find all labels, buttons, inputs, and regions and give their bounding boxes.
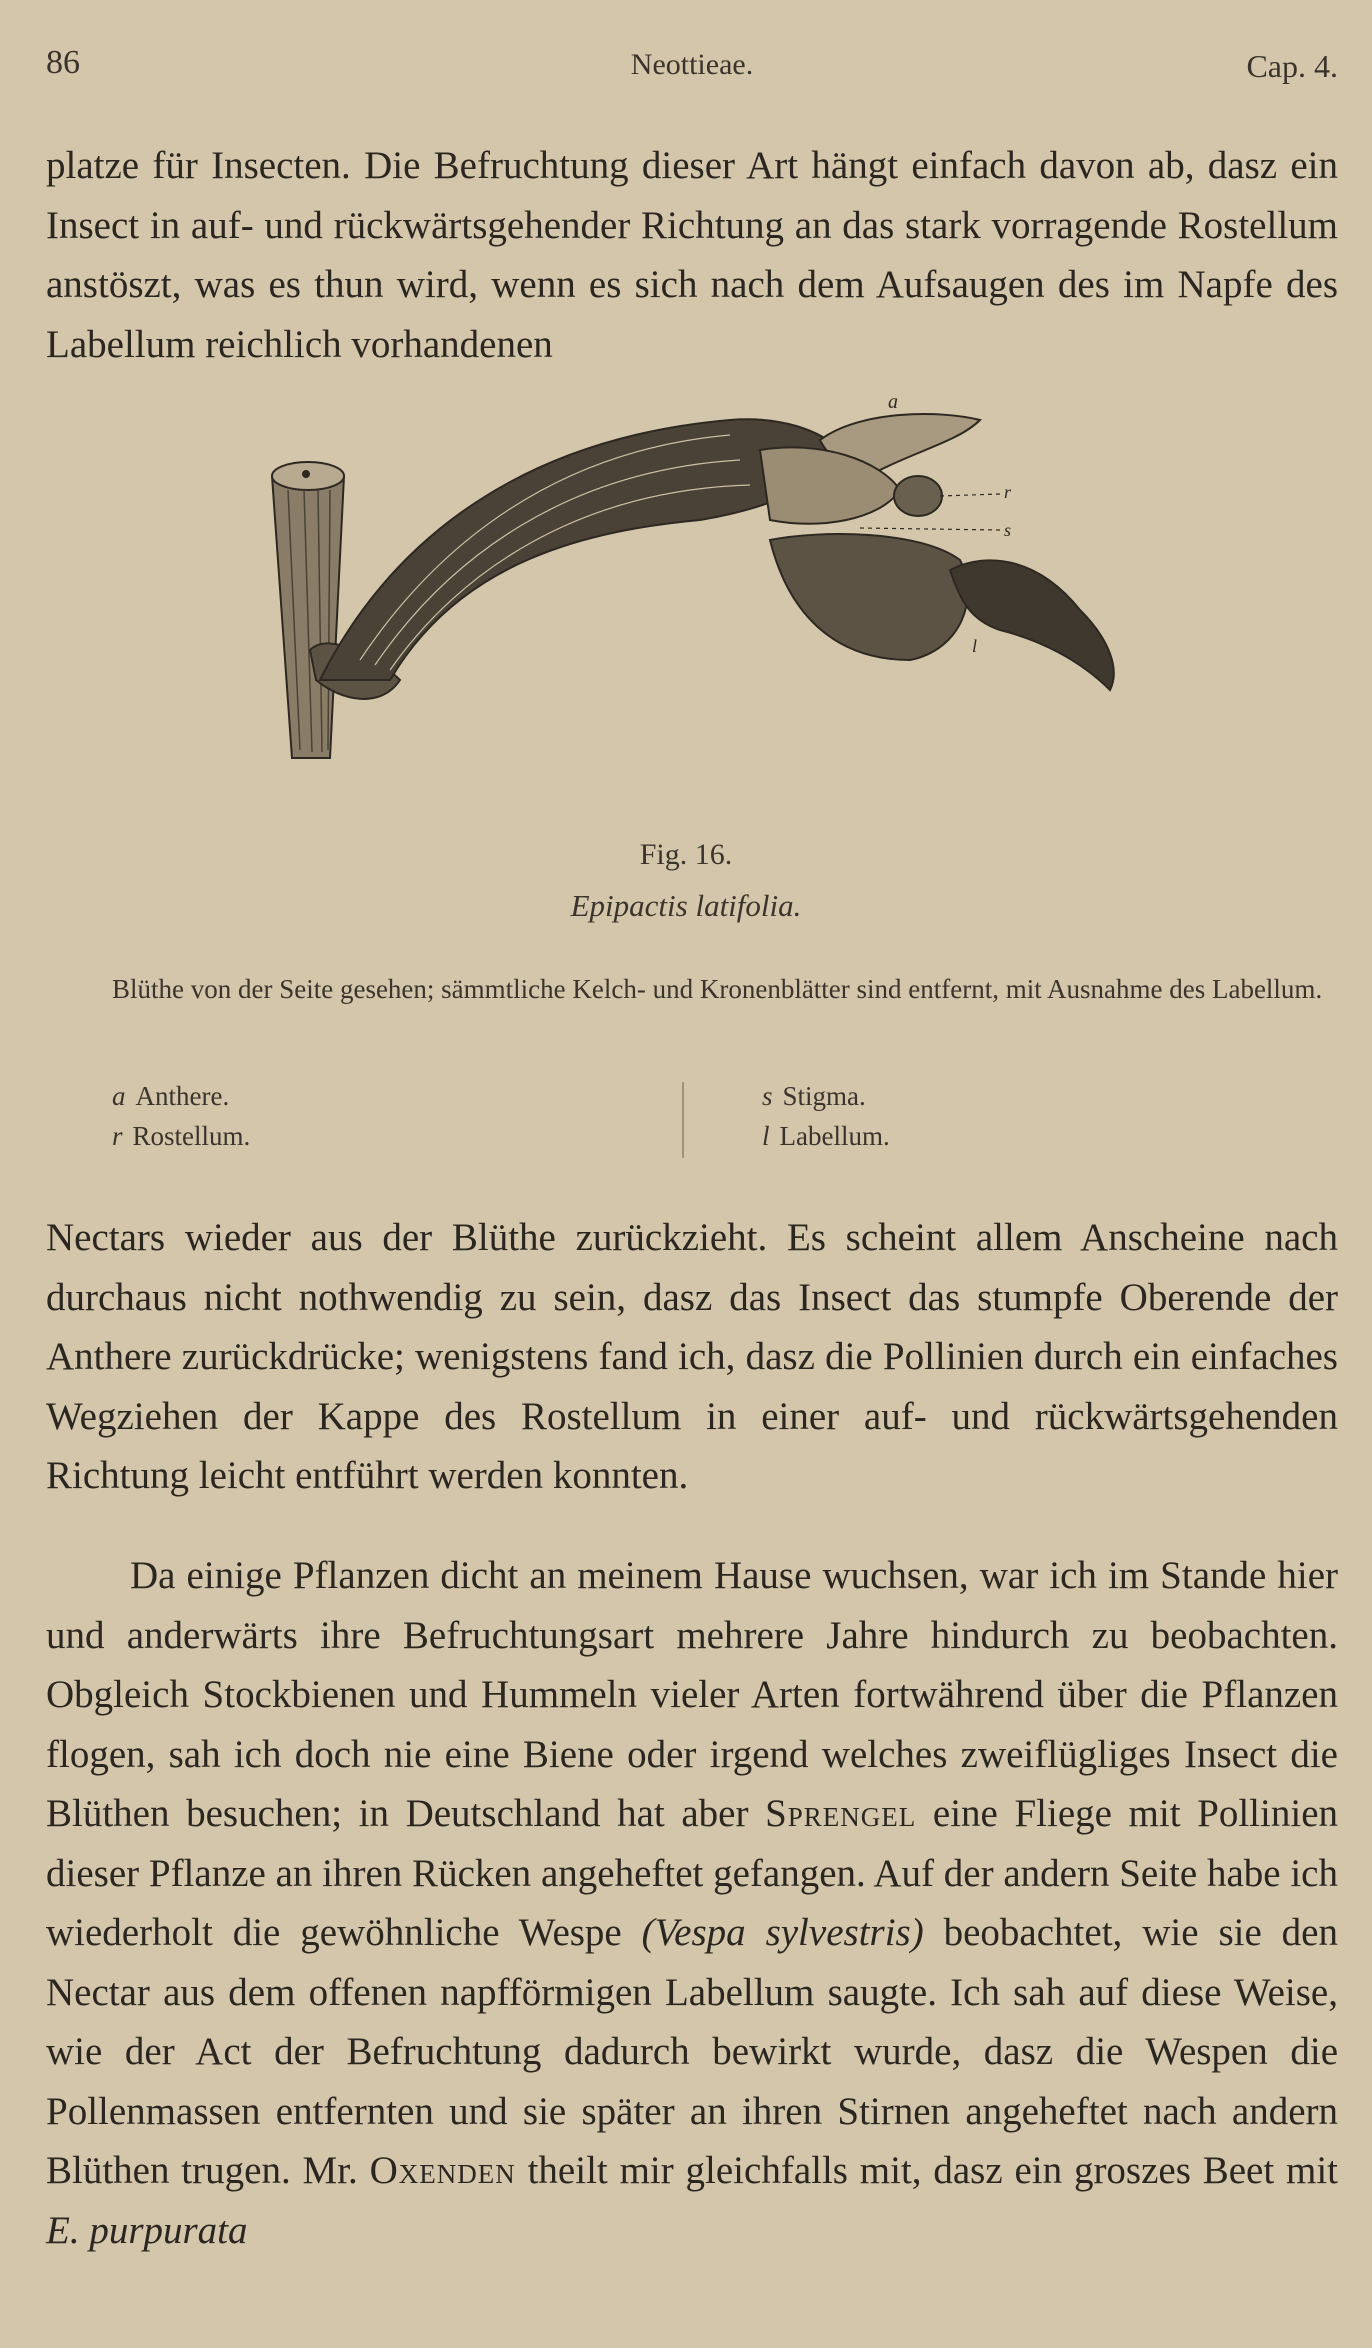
legend-right — [762, 1076, 890, 1156]
running-title: Neottieae. — [630, 48, 754, 81]
species-name: (Vespa sylvestris) — [641, 1911, 924, 1954]
legend-item: a Anthere. — [112, 1081, 230, 1111]
flower-illustration — [260, 380, 1140, 770]
figure-legend — [112, 1076, 1012, 1166]
label-s: s — [1004, 520, 1012, 540]
author-name: Oxenden — [369, 2149, 516, 2192]
legend-item: s Stigma. — [762, 1081, 866, 1111]
paragraph-2: Nectars wieder aus der Blüthe zurückzieht. Es scheint allem Anscheine nach durchaus nicht nothwendig zu sein, dasz das Insect das stumpfe Oberende der Anthere zurückdrücke; wenigstens fand ich, dasz die Pollinien durch ein einfaches Wegziehen der Kappe des Rostellum in einer auf- und rückwärtsgehenden Richtung leicht entführt werden konnten. — [46, 1216, 1338, 1497]
paragraph-1: platze für Insecten. Die Befruchtung dieser Art hängt einfach davon ab, dasz ein Insect in auf- und rückwärtsgehender Richtung an das stark vorragende Rostellum anstöszt, was es thun wird, wenn es sich nach dem Aufsaugen des im Napfe des Labellum reichlich vorhandenen — [46, 144, 1338, 366]
figure-caption: Blüthe von der Seite gesehen; sämmtliche Kelch- und Kronenblätter sind entfernt, mit Ausnahme des Labellum. — [112, 974, 1323, 1004]
figure-species: Epipactis latifolia. — [570, 888, 802, 923]
paragraph-3: Da einige Pflanzen dicht an meinem Hause wuchsen, war ich im Stande hier und anderwärts ihre Befruchtungsart mehrere Jahre hindurch zu beobachten. Obgleich Stockbienen und Hummeln vieler Arten fortwährend über die Pflanzen flogen, sah ich doch nie eine Biene oder irgend welches zweiflügliges Insect die Blüthen besuchen; in Deutschland hat aber Sprengel eine Fliege mit Pollinien dieser Pflanze an ihren Rücken angeheftet gefangen. Auf der andern Seite habe ich wiederholt die gewöhnliche Wespe (Vespa sylvestris) beobachtet, wie sie den Nectar aus dem offenen napfförmigen Labellum saugte. Ich sah auf diese Weise, wie der Act der Befruchtung dadurch bewirkt wurde, dasz die Wespen die Pollenmassen entfernten und sie später an ihren Stirnen angeheftet nach andern Blüthen trugen. Mr. Oxenden theilt mir gleichfalls mit, dasz ein groszes Beet mit E. purpurata — [46, 1554, 1339, 2252]
page-number: 86 — [46, 44, 80, 81]
legend-divider — [682, 1082, 684, 1158]
legend-item: r Rostellum. — [112, 1121, 251, 1151]
page-header — [46, 44, 1338, 94]
figure-number: Fig. 16. — [639, 838, 733, 871]
chapter-label: Cap. 4. — [1246, 48, 1338, 84]
legend-left — [112, 1076, 250, 1156]
label-a: a — [888, 391, 898, 413]
species-name: E. purpurata — [46, 2208, 248, 2252]
legend-item: l Labellum. — [762, 1121, 890, 1151]
author-name: Sprengel — [765, 1792, 917, 1835]
label-r: r — [1004, 482, 1012, 502]
label-l: l — [972, 636, 978, 656]
